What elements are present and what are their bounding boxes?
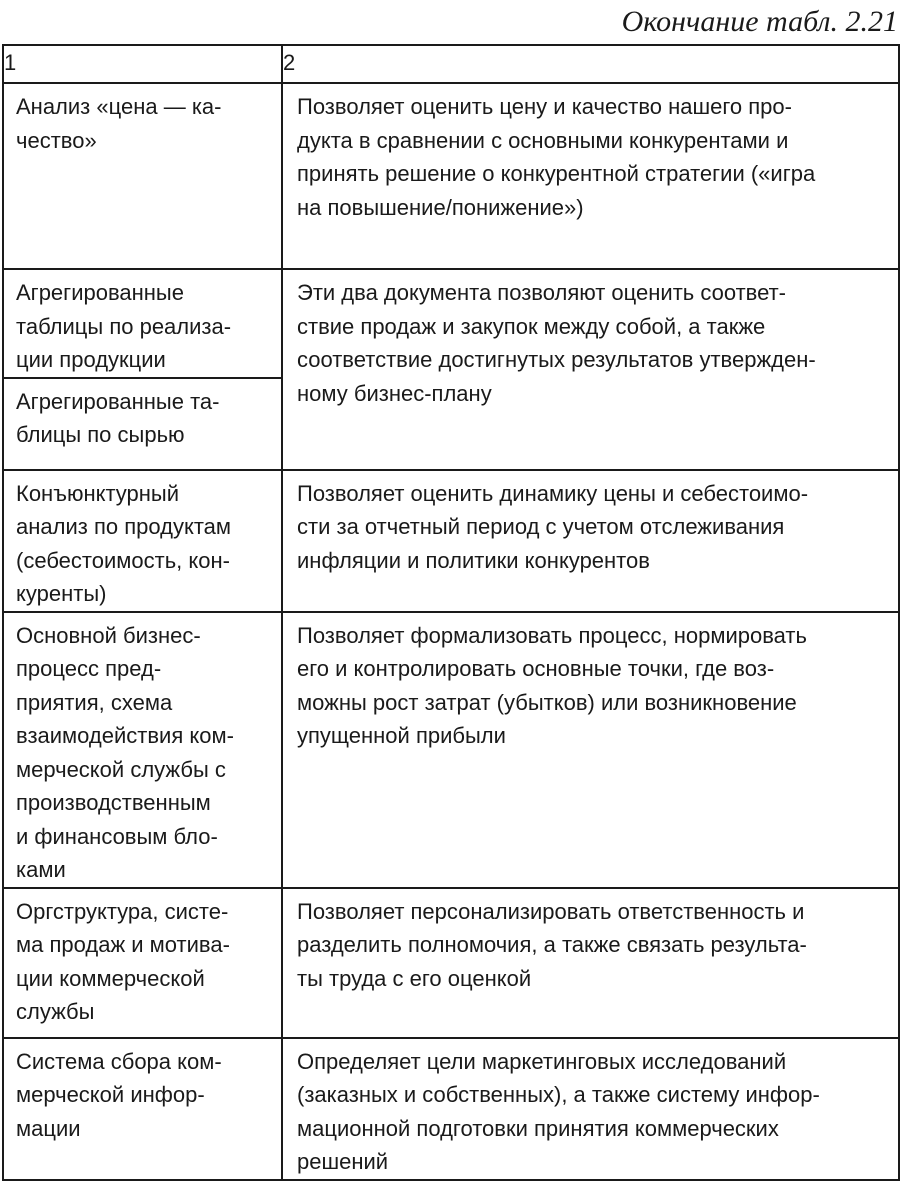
- cell-line: куренты): [16, 581, 107, 606]
- cell-line: принять решение о конкурентной стратегии («игра: [297, 161, 816, 186]
- cell-line: на повышение/понижение»): [297, 194, 584, 220]
- cell-line: Эти два документа позволяют оценить соответ-: [297, 280, 787, 305]
- cell-line: производственным: [16, 790, 211, 815]
- table-cell-description: [282, 470, 899, 612]
- table-cell-term: [3, 378, 282, 470]
- cell-line: анализ по продуктам: [16, 514, 232, 539]
- cell-line: мерческой инфор-: [16, 1082, 205, 1107]
- table-cell-term: [3, 612, 282, 888]
- cell-line: решений: [297, 1149, 389, 1174]
- cell-line: Система сбора ком-: [16, 1048, 222, 1074]
- cell-line: приятия, схема: [16, 689, 173, 715]
- cell-line: и финансовым бло-: [16, 823, 218, 849]
- cell-line: Основной бизнес-: [16, 622, 201, 648]
- cell-line: ствие продаж и закупок между собой, а также: [297, 313, 766, 339]
- cell-line: (себестоимость, кон-: [16, 547, 230, 573]
- cell-line: Позволяет оценить динамику цены и себестоимо-: [297, 480, 809, 506]
- cell-line: блицы по сырью: [16, 422, 185, 447]
- table-row: [3, 470, 899, 612]
- cell-line: мерческой службы с: [16, 756, 226, 782]
- cell-line: взаимодействия ком-: [16, 723, 234, 748]
- cell-line: чество»: [16, 127, 97, 153]
- table-cell-term: [3, 83, 282, 269]
- table-row: [3, 83, 899, 269]
- table-cell-term: [3, 470, 282, 612]
- table-caption: Окончание табл. 2.21: [621, 5, 898, 38]
- table-cell-description: [282, 612, 899, 888]
- cell-line: разделить полномочия, а также связать результа-: [297, 932, 807, 957]
- cell-line: его и контролировать основные точки, где воз-: [297, 656, 775, 681]
- table-cell-description: [282, 888, 899, 1038]
- table-row: [3, 1038, 899, 1180]
- cell-line: процесс пред-: [16, 656, 162, 681]
- cell-line: Позволяет оценить цену и качество нашего про-: [297, 94, 792, 119]
- header-row: [3, 45, 899, 83]
- cell-line: службы: [16, 999, 95, 1024]
- cell-line: ками: [16, 857, 66, 882]
- table-row: [3, 269, 899, 378]
- cell-line: мационной подготовки принятия коммерческих: [297, 1115, 779, 1141]
- cell-line: Агрегированные та-: [16, 388, 220, 414]
- table-cell-description: [282, 1038, 899, 1180]
- data-table: [2, 44, 900, 1181]
- table-cell-term: [3, 888, 282, 1038]
- cell-line: Конъюнктурный: [16, 480, 180, 506]
- column-header-2: 2: [282, 45, 899, 83]
- table-row: [3, 612, 899, 888]
- table-cell-term: [3, 269, 282, 378]
- table-row: [3, 888, 899, 1038]
- cell-line: Позволяет персонализировать ответственность и: [297, 898, 805, 924]
- cell-line: соответствие достигнутых результатов утвержден-: [297, 347, 816, 372]
- cell-line: (заказных и собственных), а также систему инфор-: [297, 1082, 820, 1107]
- cell-line: упущенной прибыли: [297, 723, 506, 748]
- table-cell-description: [282, 83, 899, 269]
- cell-line: ному бизнес-плану: [297, 380, 492, 406]
- cell-line: таблицы по реализа-: [16, 313, 232, 339]
- cell-line: ты труда с его оценкой: [297, 965, 532, 991]
- cell-line: ции коммерческой: [16, 965, 205, 991]
- cell-line: инфляции и политики конкурентов: [297, 547, 650, 573]
- cell-line: Определяет цели маркетинговых исследований: [297, 1048, 787, 1074]
- cell-line: ции продукции: [16, 347, 166, 372]
- cell-line: Позволяет формализовать процесс, нормировать: [297, 622, 807, 648]
- column-header-1: 1: [3, 45, 282, 83]
- cell-line: дукта в сравнении с основными конкурентами и: [297, 127, 789, 153]
- cell-line: Оргструктура, систе-: [16, 898, 229, 924]
- table-cell-term: [3, 1038, 282, 1180]
- cell-line: можны рост затрат (убытков) или возникновение: [297, 689, 797, 715]
- cell-line: Анализ «цена — ка-: [16, 94, 222, 119]
- cell-line: Агрегированные: [16, 280, 184, 305]
- cell-line: сти за отчетный период с учетом отслеживания: [297, 514, 785, 539]
- table-cell-description: [282, 269, 899, 470]
- cell-line: мации: [16, 1115, 81, 1141]
- cell-line: ма продаж и мотива-: [16, 932, 230, 957]
